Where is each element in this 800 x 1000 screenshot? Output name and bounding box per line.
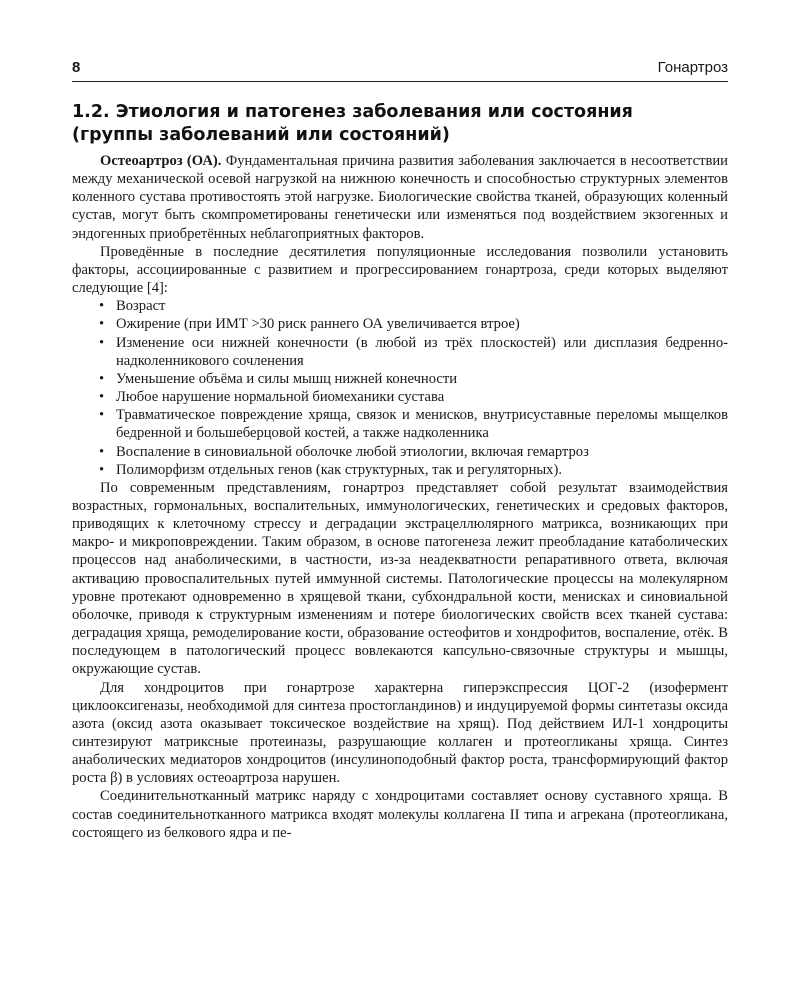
running-header [72, 57, 728, 82]
list-item-text: Травматическое повреждение хряща, связок и менисков, внутрисуставные переломы мыщелков бедренной и большеберцовой костей, а также надколенника [116, 407, 728, 442]
bullet-icon: • [99, 298, 105, 315]
risk-factor-list [72, 297, 728, 479]
running-title: Гонартроз [657, 59, 728, 76]
list-item [72, 315, 728, 333]
bullet-icon: • [99, 389, 105, 406]
body-text [72, 152, 728, 842]
list-item [72, 443, 728, 461]
list-item-text: Ожирение (при ИМТ >30 риск раннего ОА увеличивается втрое) [116, 316, 520, 333]
bullet-icon: • [99, 316, 105, 333]
list-item [72, 388, 728, 406]
bullet-icon: • [99, 461, 105, 478]
list-item-text: Полиморфизм отдельных генов (как структурных, так и регуляторных). [116, 461, 562, 478]
list-item-text: Любое нарушение нормальной биомеханики сустава [116, 389, 445, 406]
section-heading [72, 101, 728, 147]
list-item [72, 370, 728, 388]
list-item [72, 406, 728, 442]
paragraph-osteoarthritis [72, 152, 728, 243]
paragraph-osteoarthritis-text: Фундаментальная причина развития заболевания заключается в несоответствии между механической осевой нагрузкой на нижнюю конечность и способностью структурных элементов коленного сустава противостоять этой нагрузке. Биологические свойства тканей, образующих коленный сустав, могут быть скомпрометированы генетически или изменяться под воздействием экзогенных и эндогенных приобретённых неблагоприятных факторов. [72, 153, 728, 242]
bullet-icon: • [99, 334, 105, 351]
list-item [72, 297, 728, 315]
bullet-icon: • [99, 370, 105, 387]
list-item-text: Возраст [116, 298, 166, 315]
list-item-text: Изменение оси нижней конечности (в любой из трёх плоскостей) или дисплазия бедренно-надколенникового сочленения [116, 334, 728, 369]
paragraph-lead-term: Остеоартроз (ОА). [100, 153, 222, 169]
section-heading-line-2: (группы заболеваний или состояний) [72, 125, 450, 145]
bullet-icon: • [99, 443, 105, 460]
section-heading-line-1: 1.2. Этиология и патогенез заболевания или состояния [72, 102, 633, 122]
list-item-text: Уменьшение объёма и силы мышц нижней конечности [116, 370, 458, 387]
list-item [72, 461, 728, 479]
paragraph-chondrocytes: Для хондроцитов при гонартрозе характерна гиперэкспрессия ЦОГ-2 (изофермент циклооксигеназы, необходимой для синтеза простогландинов) и индуцируемой формы синтетазы оксида азота (оксид азота оказывает токсическое воздействие на хрящ). Под действием ИЛ-1 хондроциты синтезируют матриксные протеиназы, разрушающие коллаген и протеогликаны хряща. Синтез анаболических медиаторов хондроцитов (инсулиноподобный фактор роста, трансформирующий фактор роста β) в условиях остеоартроза нарушен. [72, 679, 728, 787]
bullet-icon: • [99, 407, 105, 424]
list-item [72, 334, 728, 370]
page-number: 8 [72, 59, 81, 76]
paragraph-risk-factors-intro: Проведённые в последние десятилетия популяционные исследования позволили установить факторы, ассоциированные с развитием и прогрессированием гонартроза, среди которых выделяют следующие [4]: [72, 243, 728, 297]
paragraph-pathogenesis: По современным представлениям, гонартроз представляет собой результат взаимодействия возрастных, гормональных, воспалительных, иммунологических, генетических и средовых факторов, приводящих к клеточному стрессу и деградации экстрацеллюлярного матрикса, возникающих при макро- и микроповреждении. Таким образом, в основе патогенеза лежит преобладание катаболических процессов над анаболическими, в частности, из-за неадекватности репаративного ответа, включая активацию провоспалительных путей иммунной системы. Патологические процессы на молекулярном уровне протекают одновременно в хрящевой ткани, субхондральной кости, менисках и синовиальной оболочке, приводя к структурным изменениям и потере биологических свойств всех тканей сустава: деградация хряща, ремоделирование кости, образование остеофитов и хондрофитов, воспаление, отёк. В последующем в патологический процесс вовлекаются капсульно-связочные структуры и мышцы, окружающие сустав. [72, 479, 728, 678]
paragraph-matrix: Соединительнотканный матрикс наряду с хондроцитами составляет основу суставного хряща. В состав соединительнотканного матрикса входят молекулы коллагена II типа и агрекана (протеогликана, состоящего из белкового ядра и пе- [72, 788, 728, 841]
list-item-text: Воспаление в синовиальной оболочке любой этиологии, включая гемартроз [116, 443, 589, 460]
